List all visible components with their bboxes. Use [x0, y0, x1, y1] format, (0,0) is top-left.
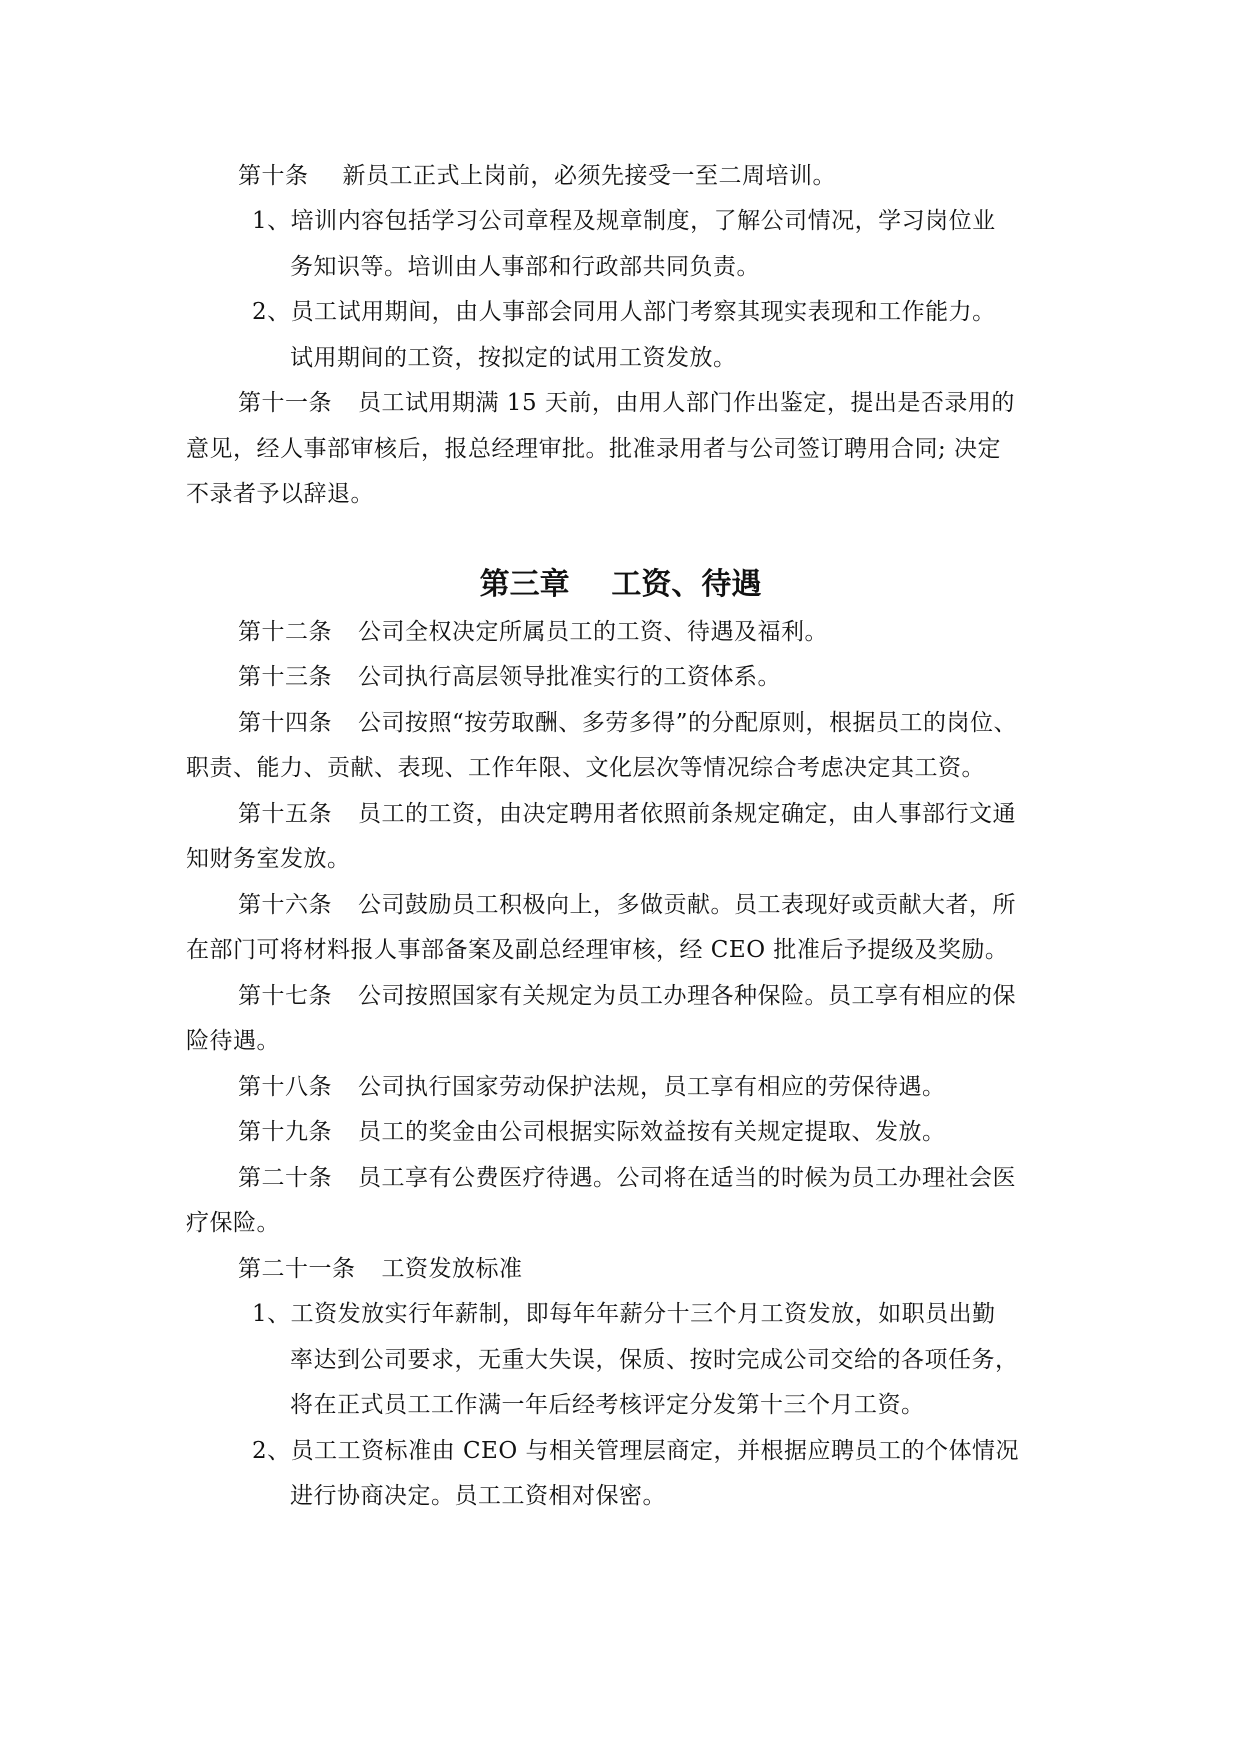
article-label: 第十七条 — [238, 983, 332, 1009]
article-label: 第十四条 — [238, 710, 332, 736]
article-12-line — [238, 617, 828, 647]
article-label: 第十二条 — [238, 619, 332, 645]
article-text: 公司全权决定所属员工的工资、待遇及福利。 — [358, 619, 828, 645]
article-text: 员工的奖金由公司根据实际效益按有关规定提取、发放。 — [358, 1119, 946, 1145]
article-text: 公司按照“按劳取酬、多劳多得”的分配原则，根据员工的岗位、 — [358, 710, 1018, 736]
article-label: 第十六条 — [238, 892, 332, 918]
article-label: 第二十条 — [238, 1165, 332, 1191]
article-text: 公司执行国家劳动保护法规，员工享有相应的劳保待遇。 — [358, 1074, 946, 1100]
article-13-line — [238, 662, 781, 692]
article-17-line-2: 险待遇。 — [186, 1028, 280, 1054]
article-text: 新员工正式上岗前，必须先接受一至二周培训。 — [342, 163, 836, 189]
article-10-item-2-line-2: 试用期间的工资，按拟定的试用工资发放。 — [290, 345, 737, 371]
article-14-line-1 — [238, 708, 1017, 738]
article-label: 第十一条 — [238, 390, 332, 416]
article-text: 工资发放标准 — [381, 1256, 523, 1282]
article-16-line-2: 在部门可将材料报人事部备案及副总经理审核，经 CEO 批准后予提级及奖励。 — [186, 937, 1009, 963]
article-10-item-1-line-2: 务知识等。培训由人事部和行政部共同负责。 — [290, 254, 760, 280]
article-10-item-1-line-1: 1、培训内容包括学习公司章程及规章制度，了解公司情况，学习岗位业 — [252, 208, 996, 234]
article-20-line-1 — [238, 1163, 1016, 1193]
article-10-item-2-line-1: 2、员工试用期间，由人事部会同用人部门考察其现实表现和工作能力。 — [252, 299, 996, 325]
article-label: 第十八条 — [238, 1074, 332, 1100]
article-15-line-2: 知财务室发放。 — [186, 846, 351, 872]
article-text: 员工的工资，由决定聘用者依照前条规定确定，由人事部行文通 — [358, 801, 1016, 827]
article-21-item-1-line-1: 1、工资发放实行年薪制，即每年年薪分十三个月工资发放，如职员出勤 — [252, 1301, 996, 1327]
article-21-item-2-line-2: 进行协商决定。员工工资相对保密。 — [290, 1483, 666, 1509]
chapter-heading: 第三章 工资、待遇 — [479, 567, 762, 602]
article-20-line-2: 疗保险。 — [186, 1210, 280, 1236]
article-21-item-1-line-2: 率达到公司要求，无重大失误，保质、按时完成公司交给的各项任务， — [290, 1347, 1019, 1373]
article-text: 公司执行高层领导批准实行的工资体系。 — [358, 664, 781, 690]
article-11-line-1 — [238, 388, 1015, 418]
article-21-item-2-line-1: 2、员工工资标准由 CEO 与相关管理层商定，并根据应聘员工的个体情况 — [252, 1438, 1019, 1464]
article-14-line-2: 职责、能力、贡献、表现、工作年限、文化层次等情况综合考虑决定其工资。 — [186, 755, 985, 781]
article-label: 第十九条 — [238, 1119, 332, 1145]
article-label: 第十条 — [238, 163, 309, 189]
article-text: 公司按照国家有关规定为员工办理各种保险。员工享有相应的保 — [358, 983, 1016, 1009]
article-text: 公司鼓励员工积极向上，多做贡献。员工表现好或贡献大者，所 — [358, 892, 1016, 918]
article-17-line-1 — [238, 981, 1016, 1011]
article-text: 员工享有公费医疗待遇。公司将在适当的时候为员工办理社会医 — [358, 1165, 1016, 1191]
article-11-line-2: 意见，经人事部审核后，报总经理审批。批准录用者与公司签订聘用合同; 决定 — [186, 436, 1002, 462]
article-19-line — [238, 1117, 946, 1147]
article-label: 第十三条 — [238, 664, 332, 690]
article-text: 员工试用期满 15 天前，由用人部门作出鉴定，提出是否录用的 — [358, 390, 1015, 416]
article-18-line — [238, 1072, 946, 1102]
article-10-line — [238, 161, 836, 191]
article-label: 第十五条 — [238, 801, 332, 827]
article-label: 第二十一条 — [238, 1256, 356, 1282]
article-11-line-3: 不录者予以辞退。 — [186, 481, 374, 507]
article-16-line-1 — [238, 890, 1016, 920]
article-21-line — [238, 1254, 523, 1284]
article-21-item-1-line-3: 将在正式员工工作满一年后经考核评定分发第十三个月工资。 — [290, 1392, 925, 1418]
article-15-line-1 — [238, 799, 1016, 829]
